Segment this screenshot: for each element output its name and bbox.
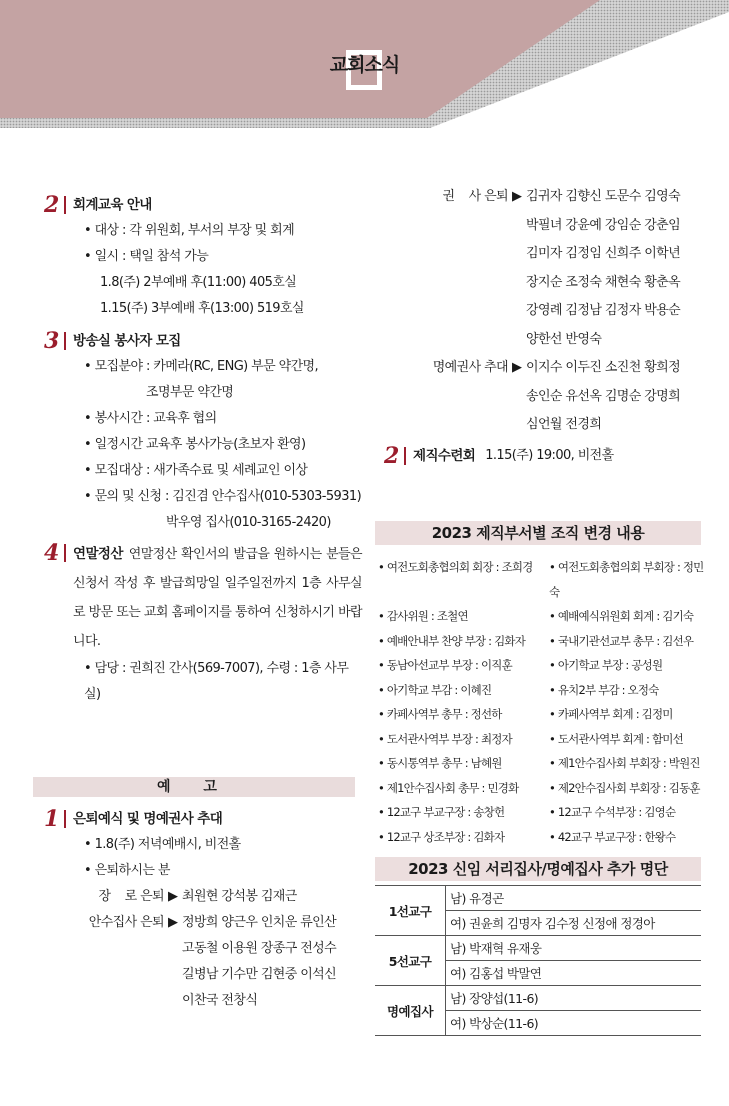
list-item: • 담당 : 권희진 간사(569-7007), 수령 : 1층 사무실) [84, 661, 349, 702]
section-text: 1.15(주) 19:00, 비전홀 [485, 447, 614, 463]
list-item: 1.8(주) 2부예배 후(11:00) 405호실 [100, 275, 297, 290]
section-number: 4 [44, 540, 59, 566]
honor-label: 명예권사 추대 [432, 360, 508, 375]
male-names: 남) 유경곤 [446, 886, 702, 911]
list-item: • 1.8(주) 저녁예배시, 비전홀 [84, 837, 241, 852]
name-line: 심언월 전경희 [526, 417, 602, 432]
deacons-names [182, 910, 362, 1014]
list-item: • 카페사역부 총무 : 정선하 [378, 707, 502, 721]
name-line: 강영례 김정남 김정자 박용순 [526, 303, 681, 318]
list-item: 조명부문 약간명 [146, 385, 234, 400]
section-retreat [380, 442, 710, 471]
elders-label: 장 로 은퇴 [98, 889, 164, 904]
section-number: 2 [384, 442, 399, 469]
list-item: • 여전도회총협의회 회장 : 조희경 [378, 560, 533, 574]
list-item: 박우영 집사(010-3165-2420) [166, 515, 331, 530]
list-item: • 봉사시간 : 교육후 협의 [84, 411, 217, 426]
list-item: • 일정시간 교육후 봉사가능(초보자 환영) [84, 437, 306, 452]
section-title: 은퇴예식 및 명예권사 추대 [73, 811, 223, 827]
list-item: • 12교구 상조부장 : 김화자 [378, 829, 505, 844]
list-item: • 모집대상 : 새가족수료 및 세례교인 이상 [84, 463, 308, 478]
male-names: 남) 장양섭(11-6) [446, 986, 702, 1011]
name-line: 김미자 김정임 신희주 이학년 [526, 246, 681, 261]
list-item: • 도서관사역부 회계 : 함미선 [549, 731, 683, 746]
list-item: 1.15(주) 3부예배 후(13:00) 519호실 [100, 301, 304, 316]
section-text: 연말정산 확인서의 발급을 원하시는 분들은 신청서 작성 후 발급희망일 일주일전까지 1층 사무실로 방문 또는 교회 홈페이지를 통하여 신청하시기 바랍니다. [73, 547, 362, 649]
list-item: • 카페사역부 회계 : 김정미 [549, 707, 673, 721]
section-number: 2 [44, 192, 59, 218]
table-row [375, 986, 701, 1011]
kwonsa-names [526, 183, 710, 354]
section-divider [64, 332, 66, 350]
elders-row [44, 884, 362, 910]
name-line: 양한선 반영숙 [526, 331, 602, 347]
list-item: • 여전도회총협의회 부회장 : 정민숙 [549, 560, 704, 599]
name-line: 고동철 이용원 장종구 전성수 [182, 941, 337, 956]
section-title: 방송실 봉사자 모집 [73, 333, 181, 349]
list-item: • 아기학교 부장 : 공성원 [549, 658, 663, 672]
list-item: • 유치2부 부감 : 오정숙 [549, 682, 659, 697]
section-tax [44, 540, 362, 656]
name-line: 장지순 조정숙 채현숙 황춘옥 [526, 274, 681, 290]
section-divider [64, 196, 66, 214]
appoint-table [375, 885, 701, 1036]
appoint-header: 2023 신임 서리집사/명예집사 추가 명단 [375, 857, 701, 881]
name-line: 김귀자 김향신 도문수 김영숙 [526, 189, 681, 204]
list-item: • 제2안수집사회 부회장 : 김동훈 [549, 780, 700, 795]
list-item: • 대상 : 각 위원회, 부서의 부장 및 회계 [84, 223, 295, 238]
female-names: 여) 박상순(11-6) [446, 1011, 702, 1036]
list-item: • 아기학교 부감 : 이혜진 [378, 682, 492, 697]
page-title: 교회소식 [329, 54, 400, 76]
left-column [44, 188, 362, 708]
list-item: • 제1안수집사회 총무 : 민경화 [378, 780, 519, 795]
section-divider [64, 544, 66, 562]
section-number: 3 [44, 328, 59, 354]
list-item: • 문의 및 신청 : 김진겸 안수집사(010-5303-5931) [84, 489, 362, 504]
list-item: • 12교구 수석부장 : 김영순 [549, 805, 676, 819]
name-line: 길병남 기수만 김현중 이석신 [182, 967, 337, 982]
arrow-icon: ▶ [512, 360, 522, 375]
section-accounting [44, 192, 362, 218]
org-header: 2023 제직부서별 조직 변경 내용 [375, 521, 701, 545]
list-item: • 동시통역부 총무 : 남혜원 [378, 756, 502, 770]
elders-names: 최원현 강석봉 김재근 [182, 889, 297, 904]
deacons-row [44, 910, 362, 1014]
arrow-icon: ▶ [512, 189, 522, 204]
section-number: 1 [44, 806, 59, 832]
notice-header: 예 고 [33, 777, 355, 797]
section-divider [64, 810, 66, 828]
section-broadcast [44, 328, 362, 354]
male-names: 남) 박재혁 유재웅 [446, 936, 702, 961]
section-title: 연말정산 [73, 546, 123, 562]
right-column [380, 183, 710, 470]
honor-names [526, 354, 710, 440]
honor-row [380, 354, 710, 440]
section-title: 회계교육 안내 [73, 197, 152, 213]
list-item: • 감사위원 : 조철연 [378, 609, 468, 623]
list-item: • 일시 : 택일 참석 가능 [84, 249, 209, 264]
arrow-icon: ▶ [168, 889, 178, 904]
name-line: 이찬국 전창식 [182, 993, 258, 1008]
group-name: 5선교구 [375, 936, 446, 986]
female-names: 여) 권윤희 김명자 김수정 신정애 정경아 [446, 911, 702, 936]
list-item: • 제1안수집사회 부회장 : 박원진 [549, 756, 700, 770]
list-item: • 모집분야 : 카메라(RC, ENG) 부문 약간명, [84, 359, 319, 374]
table-row [375, 936, 701, 961]
list-item: • 은퇴하시는 분 [84, 863, 170, 878]
kwonsa-row [380, 183, 710, 354]
org-list [378, 555, 708, 849]
arrow-icon: ▶ [168, 915, 178, 930]
section-title: 제직수련회 [413, 447, 476, 464]
list-item: • 동남아선교부 부장 : 이직훈 [378, 658, 512, 672]
notice-column [44, 802, 362, 1014]
list-item: • 도서관사역부 부장 : 최정자 [378, 731, 512, 746]
kwonsa-label: 권 사 은퇴 [442, 189, 508, 204]
group-name: 1선교구 [375, 886, 446, 936]
name-line: 정방희 양근우 인치운 류인산 [182, 915, 337, 930]
list-item: • 예배안내부 찬양 부장 : 김화자 [378, 633, 526, 648]
section-retirement [44, 806, 362, 832]
table-row [375, 886, 701, 911]
deacons-label: 안수집사 은퇴 [88, 915, 164, 930]
group-name: 명예집사 [375, 986, 446, 1036]
list-item: • 12교구 부교구장 : 송창헌 [378, 805, 505, 819]
section-divider [404, 447, 406, 465]
list-item: • 예배예식위원회 회계 : 김기숙 [549, 609, 694, 623]
name-line: 송인순 유선옥 김명순 강명희 [526, 388, 681, 404]
list-item: • 42교구 부교구장 : 한왕수 [549, 829, 676, 844]
list-item: • 국내기관선교부 총무 : 김선우 [549, 633, 694, 648]
female-names: 여) 김홍섭 박말연 [446, 961, 702, 986]
name-line: 이지수 이두진 소진천 황희정 [526, 360, 681, 375]
name-line: 박필녀 강윤예 강임순 강춘임 [526, 217, 681, 233]
